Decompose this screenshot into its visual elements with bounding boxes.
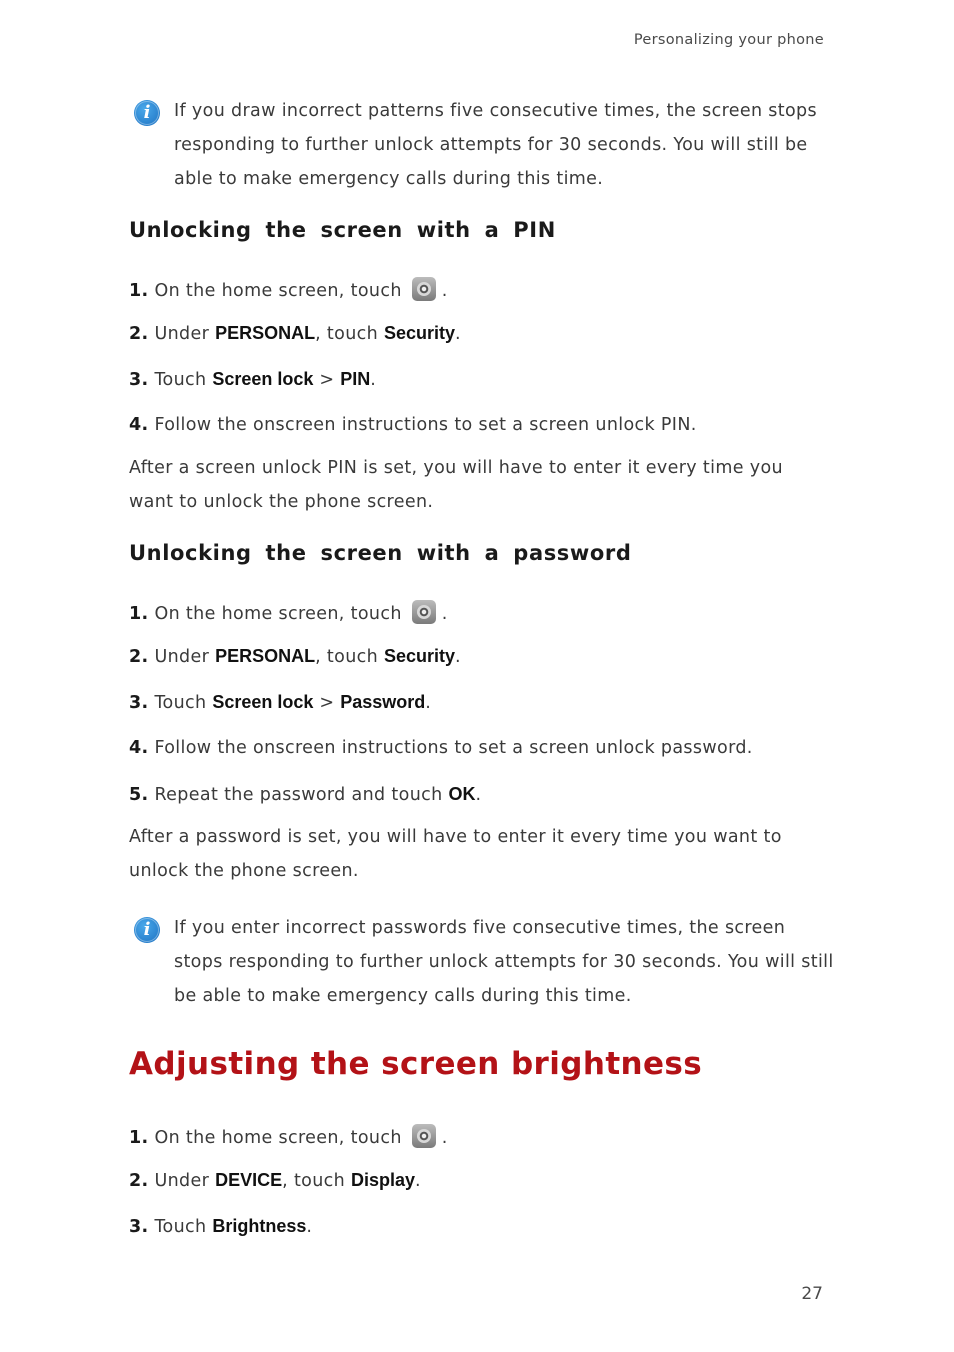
step-text: On the home screen, touch xyxy=(154,281,402,301)
settings-icon xyxy=(412,600,436,624)
step-number: 3. xyxy=(129,370,149,390)
running-header: Personalizing your phone xyxy=(633,32,824,48)
step-end: . xyxy=(306,1217,313,1237)
settings-icon xyxy=(412,1124,436,1148)
step-text: > xyxy=(313,370,341,390)
step-end: . xyxy=(441,1128,448,1148)
step-number: 2. xyxy=(129,324,149,344)
step-text: Repeat the password and touch xyxy=(154,785,449,805)
brightness-step-3 xyxy=(129,1216,312,1237)
pin-step-4 xyxy=(129,415,697,435)
step-end: . xyxy=(455,324,461,344)
bold-term: Brightness xyxy=(212,1216,307,1236)
step-text: Touch xyxy=(154,1217,213,1237)
section-title-brightness: Adjusting the screen brightness xyxy=(129,1046,703,1082)
note-block xyxy=(134,94,834,196)
step-text: On the home screen, touch xyxy=(154,1128,402,1148)
bold-term: PERSONAL xyxy=(215,646,316,666)
pin-step-2 xyxy=(129,323,461,344)
bold-term: Security xyxy=(383,646,456,666)
password-step-1 xyxy=(129,600,448,624)
step-text: Under xyxy=(154,1171,216,1191)
section-title-password: Unlocking the screen with a password xyxy=(129,541,632,565)
note-text: If you draw incorrect patterns five consecutive times, the screen stops responding to further unlock attempts for 30 seconds. You will still be able to make emergency calls during this time. xyxy=(174,101,817,189)
pin-after-text: After a screen unlock PIN is set, you will have to enter it every time you want to unlock the phone screen. xyxy=(129,458,783,512)
step-text: On the home screen, touch xyxy=(154,604,402,624)
step-end: . xyxy=(370,370,377,390)
info-icon: i xyxy=(134,917,160,943)
step-text: Under xyxy=(154,324,216,344)
step-text: , touch xyxy=(315,324,384,344)
bold-term: DEVICE xyxy=(215,1170,283,1190)
step-text: , touch xyxy=(315,647,384,667)
step-number: 3. xyxy=(129,1217,149,1237)
step-text: Under xyxy=(154,647,216,667)
note-block xyxy=(134,911,834,1013)
step-text: > xyxy=(313,693,341,713)
step-text: , touch xyxy=(282,1171,351,1191)
settings-icon xyxy=(412,277,436,301)
step-number: 4. xyxy=(129,415,149,435)
bold-term: Display xyxy=(351,1170,416,1190)
bold-term: PERSONAL xyxy=(215,323,316,343)
bold-term: Security xyxy=(383,323,456,343)
step-number: 1. xyxy=(129,604,149,624)
step-end: . xyxy=(415,1171,421,1191)
step-number: 2. xyxy=(129,647,149,667)
step-end: . xyxy=(441,281,448,301)
step-number: 1. xyxy=(129,1128,149,1148)
step-number: 3. xyxy=(129,693,149,713)
brightness-step-1 xyxy=(129,1124,448,1148)
password-step-4 xyxy=(129,738,753,758)
password-step-3 xyxy=(129,692,431,713)
step-end: . xyxy=(441,604,448,624)
info-icon: i xyxy=(134,100,160,126)
bold-term: Screen lock xyxy=(212,369,314,389)
step-end: . xyxy=(475,785,482,805)
password-step-5 xyxy=(129,784,481,805)
step-text: Touch xyxy=(154,693,213,713)
step-end: . xyxy=(455,647,461,667)
step-number: 1. xyxy=(129,281,149,301)
note-text: If you enter incorrect passwords five consecutive times, the screen stops responding to further unlock attempts for 30 seconds. You will still be able to make emergency calls during this time. xyxy=(174,918,834,1006)
pin-step-1 xyxy=(129,277,448,301)
step-text: Follow the onscreen instructions to set a screen unlock password. xyxy=(154,738,753,758)
brightness-step-2 xyxy=(129,1170,421,1191)
section-title-pin: Unlocking the screen with a PIN xyxy=(129,218,556,242)
step-end: . xyxy=(425,693,432,713)
bold-term: Screen lock xyxy=(212,692,314,712)
step-text: Follow the onscreen instructions to set a screen unlock PIN. xyxy=(154,415,697,435)
password-step-2 xyxy=(129,646,461,667)
step-number: 4. xyxy=(129,738,149,758)
pin-step-3 xyxy=(129,369,376,390)
bold-term: Password xyxy=(340,692,426,712)
step-number: 5. xyxy=(129,785,149,805)
page-number: 27 xyxy=(801,1284,823,1304)
bold-term: PIN xyxy=(340,369,371,389)
bold-term: OK xyxy=(448,784,476,804)
step-number: 2. xyxy=(129,1171,149,1191)
step-text: Touch xyxy=(154,370,213,390)
password-after-text: After a password is set, you will have to enter it every time you want to unlock the phone screen. xyxy=(129,827,782,881)
